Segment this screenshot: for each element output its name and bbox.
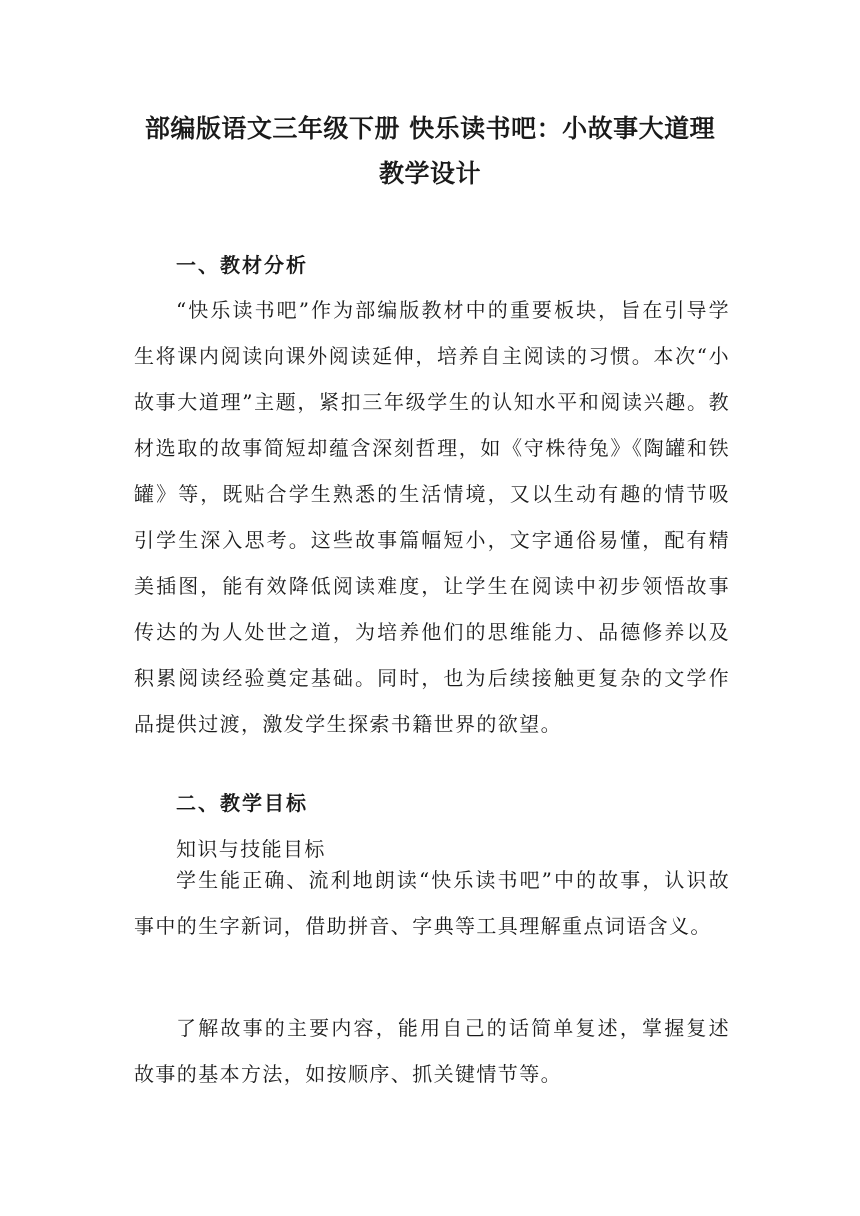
section-heading-teaching-material-analysis: 一、教材分析 — [176, 253, 308, 277]
section-paragraph-objective-2: 了解故事的主要内容，能用自己的话简单复述，掌握复述故事的基本方法，如按顺序、抓关键情节等。 — [134, 1016, 730, 1086]
section-paragraph-objective-1: 学生能正确、流利地朗读“快乐读书吧”中的故事，认识故事中的生字新词，借助拼音、字典等工具理解重点词语含义。 — [134, 868, 730, 938]
section-subheading-knowledge-skills: 知识与技能目标 — [176, 837, 326, 861]
section-heading-teaching-objectives: 二、教学目标 — [176, 791, 308, 815]
section-paragraph-material-analysis: “快乐读书吧”作为部编版教材中的重要板块，旨在引导学生将课内阅读向课外阅读延伸，培养自主阅读的习惯。本次“小故事大道理”主题，紧扣三年级学生的认知水平和阅读兴趣。教材选取的故事简短却蕴含深刻哲理，如《守株待兔》《陶罐和铁罐》等，既贴合学生熟悉的生活情境，又以生动有趣的情节吸引学生深入思考。这些故事篇幅短小，文字通俗易懂，配有精美插图，能有效降低阅读难度，让学生在阅读中初步领悟故事传达的为人处世之道，为培养他们的思维能力、品德修养以及积累阅读经验奠定基础。同时，也为后续接触更复杂的文学作品提供过渡，激发学生探索书籍世界的欲望。 — [134, 298, 730, 736]
document-title-subline: 教学设计 — [378, 159, 481, 188]
document-title: 部编版语文三年级下册 快乐读书吧：小故事大道理 — [144, 114, 716, 143]
